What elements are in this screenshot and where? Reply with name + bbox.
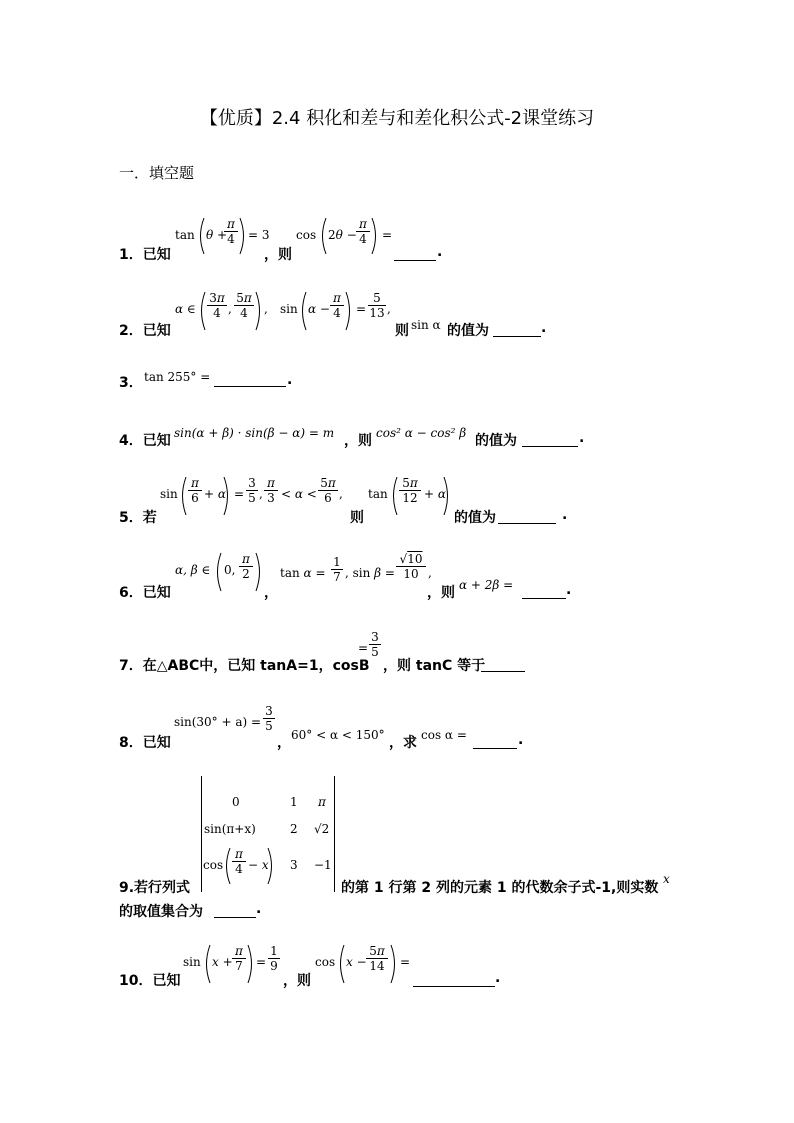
fraction: 1 7	[331, 555, 343, 584]
math-expr: sin	[160, 487, 178, 501]
math-expr: tan	[175, 228, 195, 242]
math-expr: α −	[308, 302, 330, 316]
answer-blank[interactable]	[493, 336, 541, 337]
fraction: π 4	[330, 291, 344, 320]
math-expr: + α	[424, 487, 446, 501]
answer-blank[interactable]	[522, 446, 578, 447]
problem-text: 则	[350, 510, 364, 526]
problem-text: ，则	[427, 585, 455, 601]
math-expr: tan α =	[280, 566, 326, 580]
problem-text: ，	[277, 735, 291, 751]
fraction: 5 13	[369, 291, 385, 320]
fraction: π 4	[224, 217, 238, 246]
problem-text: 的值为	[454, 510, 496, 526]
math-expr: , sin β =	[345, 566, 395, 580]
matrix-cell: −1	[314, 858, 332, 872]
math-expr: ,	[428, 566, 432, 580]
answer-blank[interactable]	[522, 598, 566, 599]
problem-label: 4．已知	[119, 433, 171, 449]
math-expr: cos	[203, 858, 224, 872]
math-expr: =	[256, 955, 267, 969]
right-paren	[254, 551, 264, 593]
answer-blank[interactable]	[214, 917, 256, 918]
math-expr: α + 2β =	[459, 578, 514, 592]
fraction: 3 5	[369, 630, 381, 659]
page-title: 【优质】2.4 积化和差与和差化积公式-2课堂练习	[199, 108, 595, 129]
left-paren	[178, 475, 188, 517]
fraction: π 4	[232, 847, 246, 876]
fraction: π 4	[356, 217, 370, 246]
math-expr: sin	[183, 955, 201, 969]
left-paren	[336, 943, 346, 985]
right-paren	[370, 216, 380, 256]
fraction: 5π 14	[366, 944, 388, 973]
fraction: 1 9	[268, 944, 280, 973]
problem-text: ，	[264, 585, 278, 601]
period: .	[562, 507, 568, 523]
left-paren	[222, 846, 232, 886]
fraction: π 6	[188, 476, 202, 505]
math-expr: α, β ∈	[175, 563, 211, 577]
fraction: π 7	[232, 944, 246, 973]
fraction: π 2	[239, 552, 253, 581]
left-paren	[389, 475, 399, 517]
fraction: 5π 12	[399, 476, 421, 505]
problem-text: ，则	[344, 433, 372, 449]
problem-label: 1．已知	[119, 247, 171, 263]
math-expr: =	[234, 487, 245, 501]
answer-blank[interactable]	[413, 986, 495, 987]
left-paren	[318, 216, 328, 256]
math-expr: x −	[346, 955, 367, 969]
math-expr: − x	[248, 858, 269, 872]
problem-text: ，则	[283, 973, 311, 989]
fraction: 3 5	[246, 476, 258, 505]
math-expr: ,	[339, 487, 343, 501]
problem-label: 3．	[119, 375, 143, 391]
answer-blank[interactable]	[394, 260, 436, 261]
answer-blank[interactable]	[498, 523, 556, 524]
math-expr: cos α =	[421, 728, 467, 742]
math-expr: sin α	[411, 318, 441, 332]
matrix-cell: 2	[290, 822, 298, 836]
right-paren	[222, 475, 232, 517]
problem-label: 10．已知	[119, 973, 181, 989]
answer-blank[interactable]	[214, 386, 286, 387]
math-expr: sin	[280, 302, 298, 316]
period: .	[437, 244, 443, 260]
problem-text: 的第 1 行第 2 列的元素 1 的代数余子式-1,则实数	[341, 880, 659, 896]
fraction: 5π 4	[234, 291, 254, 320]
problem-label: 9.若行列式	[119, 880, 191, 896]
period: .	[256, 901, 262, 917]
period: .	[518, 732, 524, 748]
right-paren	[254, 290, 264, 332]
matrix-cell: √2	[314, 822, 330, 836]
matrix-cell: π	[318, 795, 326, 809]
period: .	[287, 372, 293, 388]
left-paren	[197, 290, 207, 332]
left-paren	[298, 290, 308, 332]
problem-label: 7．在△ABC中，已知 tanA=1，cosB	[119, 658, 370, 674]
math-expr: =	[400, 955, 411, 969]
math-expr: + α	[204, 487, 226, 501]
fraction: 5π 6	[318, 476, 338, 505]
problem-label: 5．若	[119, 510, 157, 526]
fraction: √10 10	[396, 552, 426, 581]
right-paren	[389, 943, 399, 985]
math-expr: sin(α + β) · sin(β − α) = m	[174, 426, 335, 440]
problem-text: 的取值集合为	[119, 904, 203, 920]
math-expr: θ +	[206, 228, 228, 242]
math-expr: < α <	[281, 487, 317, 501]
math-expr: tan	[368, 487, 388, 501]
left-paren	[196, 216, 206, 256]
problem-text: ，则	[264, 247, 292, 263]
determinant-right-bar	[334, 776, 335, 892]
matrix-cell: 1	[290, 795, 298, 809]
math-expr: ,	[264, 302, 268, 316]
fraction: 3 5	[263, 704, 275, 733]
answer-blank[interactable]	[473, 748, 517, 749]
math-expr: cos² α − cos² β	[376, 426, 467, 440]
math-var: x	[663, 872, 670, 886]
right-paren	[442, 475, 452, 517]
period: .	[566, 582, 572, 598]
right-paren	[266, 846, 276, 886]
right-paren	[246, 943, 256, 985]
period: .	[495, 970, 501, 986]
math-expr: tan 255° =	[144, 370, 211, 384]
period: .	[541, 320, 547, 336]
period: .	[579, 430, 585, 446]
math-expr: cos	[315, 955, 336, 969]
math-expr: =	[356, 302, 367, 316]
math-expr: cos	[296, 228, 317, 242]
math-expr: = 3	[248, 228, 270, 242]
math-expr: ,	[259, 487, 263, 501]
left-paren	[213, 551, 223, 593]
right-paren	[344, 290, 354, 332]
math-expr: =	[382, 228, 393, 242]
left-paren	[202, 943, 212, 985]
matrix-cell: 0	[232, 795, 240, 809]
answer-blank[interactable]	[481, 671, 525, 672]
problem-label: 2．已知	[119, 323, 171, 339]
math-expr: x +	[212, 955, 233, 969]
matrix-cell: sin(π+x)	[204, 822, 256, 836]
problem-label: 8．已知	[119, 735, 171, 751]
math-expr: 60° < α < 150°	[291, 728, 385, 742]
math-expr: 2θ −	[328, 228, 357, 242]
math-expr: =	[358, 641, 369, 655]
math-expr: sin(30° + a) =	[174, 715, 262, 729]
section-heading: 一．填空题	[119, 164, 195, 182]
problem-text: 的值为	[447, 323, 489, 339]
math-expr: 0,	[224, 563, 236, 577]
problem-text: 的值为	[475, 433, 517, 449]
math-expr: α ∈	[175, 302, 196, 316]
problem-text: 则	[395, 323, 409, 339]
problem-text: ，求	[389, 735, 417, 751]
determinant-left-bar	[201, 776, 202, 892]
fraction: π 3	[264, 476, 278, 505]
matrix-cell: 3	[290, 858, 298, 872]
problem-label: 6．已知	[119, 585, 171, 601]
math-expr: ,	[228, 302, 232, 316]
right-paren	[238, 216, 248, 256]
fraction: 3π 4	[207, 291, 227, 320]
math-expr: ,	[387, 302, 391, 316]
problem-text: ，则 tanC 等于	[383, 658, 486, 674]
